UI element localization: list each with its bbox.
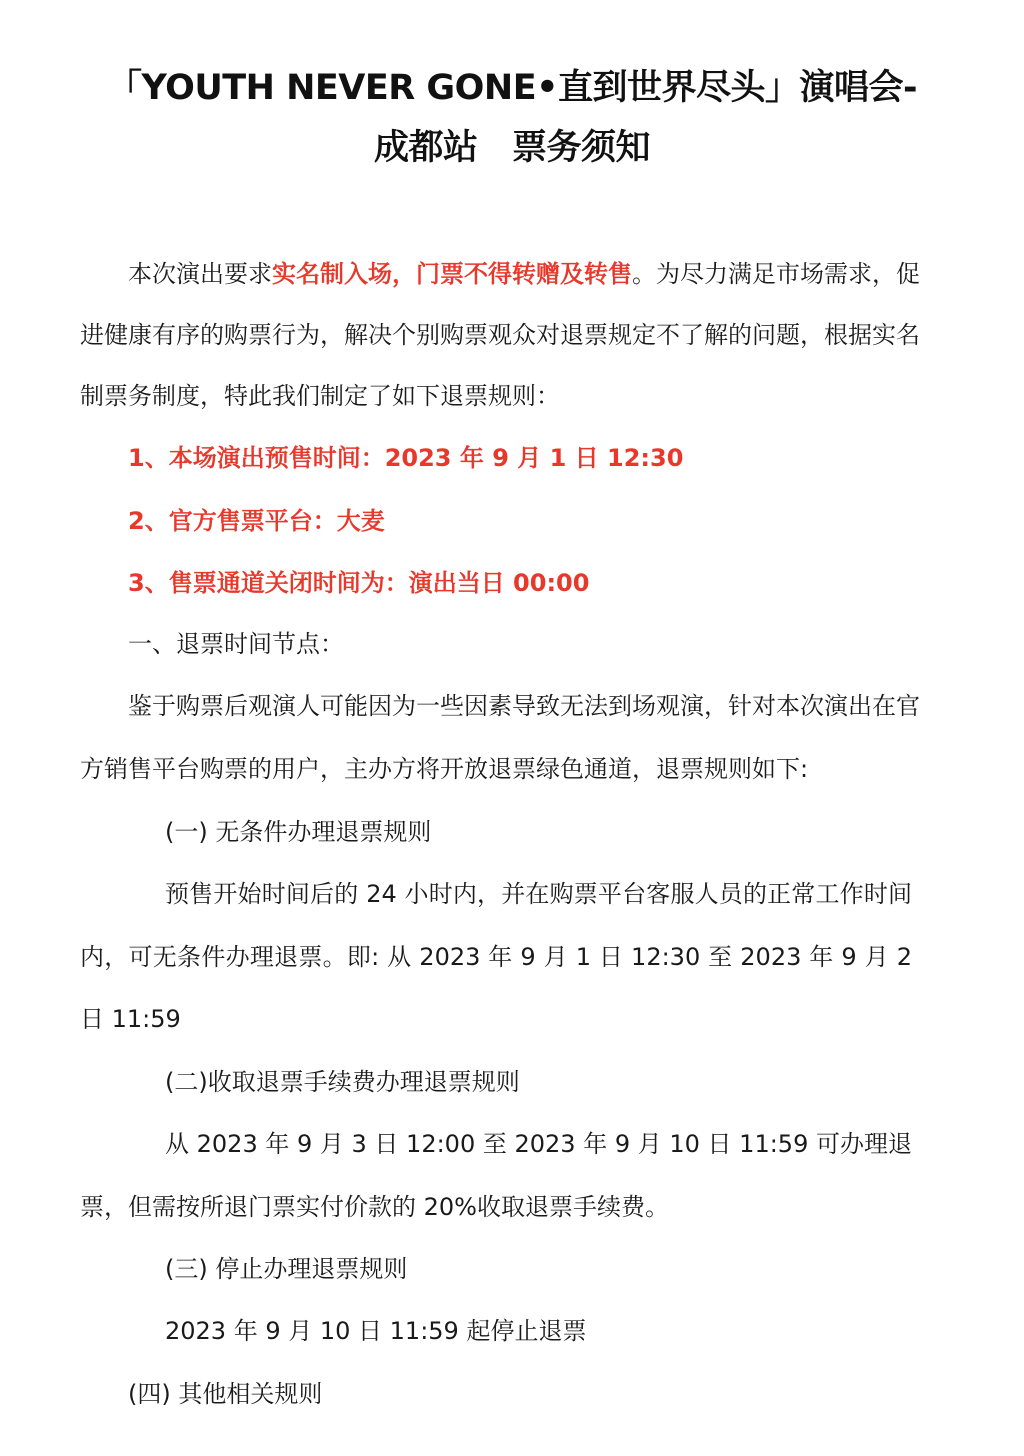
highlight-real-name-entry: 实名制入场 bbox=[272, 260, 392, 288]
rule4-heading: (四) 其他相关规则 bbox=[128, 1380, 323, 1408]
rule3-line-1: 2023 年 9 月 10 日 11:59 起停止退票 bbox=[165, 1317, 587, 1345]
rule1-line-2: 内，可无条件办理退票。即: 从 2023 年 9 月 1 日 12:30 至 2023 年 9 月 2 bbox=[80, 943, 912, 971]
highlight-separator: ， bbox=[392, 260, 416, 288]
rule3-heading: (三) 停止办理退票规则 bbox=[165, 1255, 408, 1283]
highlight-no-transfer: 门票不得转赠及转售 bbox=[416, 260, 632, 288]
rule2-heading: (二)收取退票手续费办理退票规则 bbox=[165, 1068, 520, 1096]
title-line-1: 「YOUTH NEVER GONE•直到世界尽头」演唱会- bbox=[106, 68, 918, 108]
section1-para-line-2: 方销售平台购票的用户，主办方将开放退票绿色通道，退票规则如下: bbox=[80, 755, 809, 783]
rule1-heading: (一) 无条件办理退票规则 bbox=[165, 818, 432, 846]
rule2-line-2: 票，但需按所退门票实付价款的 20%收取退票手续费。 bbox=[80, 1193, 669, 1221]
notice-official-platform: 2、官方售票平台：大麦 bbox=[128, 507, 385, 535]
intro-line-3: 制票务制度，特此我们制定了如下退票规则： bbox=[80, 382, 560, 410]
intro-line-2: 进健康有序的购票行为，解决个别购票观众对退票规定不了解的问题，根据实名 bbox=[80, 321, 920, 349]
notice-presale-time: 1、本场演出预售时间：2023 年 9 月 1 日 12:30 bbox=[128, 444, 684, 472]
intro-tail: 。为尽力满足市场需求，促 bbox=[632, 260, 920, 288]
rule1-line-1: 预售开始时间后的 24 小时内，并在购票平台客服人员的正常工作时间 bbox=[165, 880, 912, 908]
section1-para-line-1: 鉴于购票后观演人可能因为一些因素导致无法到场观演，针对本次演出在官 bbox=[128, 692, 920, 720]
section-heading-refund-timeline: 一、退票时间节点： bbox=[128, 630, 344, 658]
title-line-2: 成都站 票务须知 bbox=[373, 128, 650, 168]
rule2-line-1: 从 2023 年 9 月 3 日 12:00 至 2023 年 9 月 10 日 11:59 可办理退 bbox=[165, 1130, 912, 1158]
intro-line-1 bbox=[128, 254, 920, 289]
notice-channel-close-time: 3、售票通道关闭时间为：演出当日 00:00 bbox=[128, 569, 590, 597]
rule1-line-3: 日 11:59 bbox=[80, 1005, 181, 1033]
intro-lead: 本次演出要求 bbox=[128, 260, 272, 288]
